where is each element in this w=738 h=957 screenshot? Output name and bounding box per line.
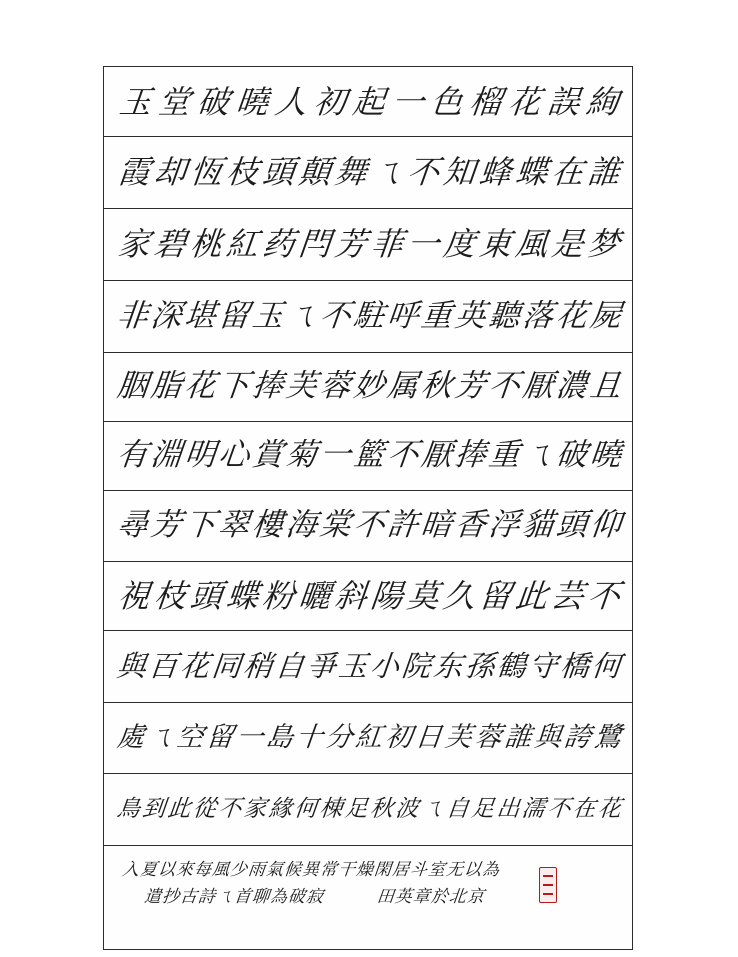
calligraphy-char: 孫 (463, 648, 497, 683)
calligraphy-char: 樓 (250, 507, 286, 543)
calligraphy-char: 芙 (443, 722, 474, 753)
calligraphy-char: 芙 (284, 368, 319, 404)
calligraphy-line (112, 67, 625, 136)
calligraphy-char: 且 (588, 368, 623, 404)
calligraphy-char: 知 (441, 153, 478, 191)
calligraphy-char: 妙 (351, 368, 387, 404)
calligraphy-char: 花 (178, 648, 212, 683)
calligraphy-char: 百 (146, 648, 180, 683)
calligraphy-char: 霞 (115, 153, 152, 191)
colophon-line-1: 入夏以來每風少雨氣候異常干燥閑居斗室无以為 (121, 860, 502, 880)
calligraphy-char: 賞 (250, 437, 286, 473)
calligraphy-char: 花 (182, 368, 218, 404)
calligraphy-char: 仰 (588, 507, 623, 543)
calligraphy-char: 芳 (332, 225, 369, 263)
calligraphy-char: 籃 (351, 437, 387, 473)
calligraphy-char: 與 (115, 648, 148, 683)
calligraphy-char: 秋 (419, 368, 454, 404)
calligraphy-char: 東 (477, 225, 514, 263)
calligraphy-char: 起 (350, 82, 387, 121)
calligraphy-char: 視 (115, 576, 152, 615)
calligraphy-char: 分 (324, 722, 355, 753)
calligraphy-char: 斜 (332, 576, 369, 615)
calligraphy-char: 英 (452, 297, 488, 334)
calligraphy-char: 此 (513, 576, 550, 615)
calligraphy-line (112, 773, 626, 845)
calligraphy-char: 玉 (336, 648, 370, 683)
calligraphy-char: 玉 (250, 297, 286, 334)
calligraphy-line (112, 490, 625, 561)
calligraphy-char: 在 (549, 153, 586, 191)
calligraphy-char: 海 (284, 507, 319, 543)
calligraphy-char: 誤 (545, 82, 582, 121)
calligraphy-char: 蝶 (513, 153, 550, 191)
calligraphy-char: 曉 (234, 82, 271, 121)
calligraphy-char: 聽 (486, 297, 522, 334)
calligraphy-char: 顛 (296, 153, 333, 191)
calligraphy-char: 鳥 (115, 795, 142, 822)
calligraphy-char: 属 (385, 368, 421, 404)
calligraphy-char: 初 (312, 82, 349, 121)
calligraphy-char: 何 (590, 648, 623, 683)
calligraphy-char: 菲 (368, 225, 405, 263)
calligraphy-char: 菊 (284, 437, 319, 473)
calligraphy-char: 與 (532, 722, 564, 753)
calligraphy-char: 枝 (152, 576, 189, 615)
calligraphy-char: 舞 (332, 153, 369, 191)
calligraphy-char: ㄟ (419, 795, 446, 822)
calligraphy-line (112, 421, 625, 490)
calligraphy-char: 秋 (368, 795, 395, 822)
calligraphy-char: 濡 (520, 795, 547, 822)
calligraphy-char: 紅 (353, 722, 385, 753)
calligraphy-char: 破 (195, 82, 232, 121)
calligraphy-char: 緣 (267, 795, 294, 822)
calligraphy-char: 落 (520, 297, 556, 334)
calligraphy-line (112, 352, 625, 421)
calligraphy-char: 重 (419, 297, 454, 334)
calligraphy-line (112, 561, 625, 630)
calligraphy-char: 爭 (305, 648, 338, 683)
calligraphy-char: 厭 (520, 368, 556, 404)
calligraphy-sheet (103, 66, 633, 950)
calligraphy-char: 药 (260, 225, 297, 263)
calligraphy-char: 色 (428, 82, 465, 121)
calligraphy-char: 是 (549, 225, 586, 263)
calligraphy-char: 久 (441, 576, 478, 615)
calligraphy-char: 留 (204, 722, 236, 753)
calligraphy-char: 棠 (317, 507, 353, 543)
calligraphy-char: 風 (513, 225, 550, 263)
calligraphy-char: 十 (294, 722, 325, 753)
calligraphy-char: 一 (317, 437, 353, 473)
calligraphy-char: 誇 (562, 722, 593, 753)
calligraphy-char: 不 (585, 576, 622, 615)
calligraphy-char: 梦 (585, 225, 622, 263)
calligraphy-char: 初 (383, 722, 414, 753)
calligraphy-char: 蜂 (477, 153, 514, 191)
calligraphy-char: 同 (210, 648, 243, 683)
calligraphy-char: 一 (234, 722, 265, 753)
calligraphy-char: 花 (554, 297, 590, 334)
calligraphy-line (112, 208, 626, 280)
calligraphy-char: 日 (413, 722, 444, 753)
calligraphy-char: 陽 (368, 576, 405, 615)
calligraphy-char: 守 (526, 648, 560, 683)
calligraphy-line (112, 280, 626, 352)
calligraphy-char: 自 (444, 795, 471, 822)
calligraphy-char: 小 (368, 648, 402, 683)
calligraphy-char: 此 (166, 795, 193, 822)
colophon-line-2: 遣抄古詩ㄟ首聊為破寂 (143, 887, 326, 907)
calligraphy-char: 芳 (148, 507, 184, 543)
calligraphy-char: 却 (152, 153, 189, 191)
calligraphy-char: 稍 (241, 648, 275, 683)
calligraphy-char: 許 (385, 507, 421, 543)
calligraphy-char: 非 (115, 297, 150, 334)
colophon-signature: 田英章於北京 (375, 887, 486, 907)
calligraphy-char: 貓 (520, 507, 556, 543)
calligraphy-char: 一 (405, 225, 442, 263)
calligraphy-char: 曬 (296, 576, 333, 615)
calligraphy-char: 花 (506, 82, 543, 121)
calligraphy-char: 芸 (549, 576, 586, 615)
calligraphy-char: 橋 (558, 648, 592, 683)
calligraphy-char: 脂 (148, 368, 184, 404)
calligraphy-char: 蓉 (317, 368, 353, 404)
calligraphy-char: 波 (394, 795, 420, 822)
calligraphy-char: 重 (486, 437, 522, 473)
calligraphy-char: 明 (182, 437, 218, 473)
calligraphy-line (112, 630, 626, 702)
calligraphy-char: 自 (273, 648, 307, 683)
calligraphy-char: 莫 (405, 576, 442, 615)
calligraphy-char: 閂 (296, 225, 333, 263)
calligraphy-char: 誰 (585, 153, 622, 191)
calligraphy-char: 何 (292, 795, 319, 822)
calligraphy-line (112, 136, 626, 208)
calligraphy-char: 不 (405, 153, 442, 191)
calligraphy-char: 捧 (452, 437, 488, 473)
calligraphy-char: 蝶 (224, 576, 261, 615)
calligraphy-char: 從 (191, 795, 218, 822)
calligraphy-char: 留 (216, 297, 252, 334)
calligraphy-char: 蓉 (473, 722, 504, 753)
calligraphy-char: 芳 (452, 368, 488, 404)
calligraphy-char: 空 (174, 722, 206, 753)
calligraphy-char: 頭 (260, 153, 297, 191)
calligraphy-char: 香 (452, 507, 488, 543)
calligraphy-char: 家 (115, 225, 152, 263)
calligraphy-char: 不 (216, 795, 243, 822)
calligraphy-char: 絢 (584, 82, 621, 121)
calligraphy-char: 出 (495, 795, 522, 822)
calligraphy-char: 在 (571, 795, 598, 822)
calligraphy-char: 粉 (260, 576, 297, 615)
calligraphy-char: 到 (140, 795, 167, 822)
calligraphy-char: 不 (486, 368, 522, 404)
calligraphy-char: 玉 (117, 82, 154, 121)
calligraphy-char: 桃 (188, 225, 225, 263)
calligraphy-char: 心 (216, 437, 252, 473)
calligraphy-char: 駐 (351, 297, 387, 334)
calligraphy-char: 不 (317, 297, 353, 334)
calligraphy-char: 碧 (152, 225, 189, 263)
calligraphy-char: 留 (477, 576, 514, 615)
calligraphy-char: 捧 (250, 368, 286, 404)
calligraphy-char: 堂 (156, 82, 193, 121)
calligraphy-char: ㄟ (145, 722, 176, 753)
calligraphy-char: 枝 (224, 153, 261, 191)
calligraphy-char: 不 (351, 507, 387, 543)
calligraphy-char: 不 (385, 437, 421, 473)
calligraphy-char: 曉 (588, 437, 623, 473)
calligraphy-char: 一 (389, 82, 426, 121)
calligraphy-char: 花 (596, 795, 623, 822)
calligraphy-char: 度 (441, 225, 478, 263)
calligraphy-char: 棟 (318, 795, 344, 822)
calligraphy-char: 屍 (588, 297, 623, 334)
calligraphy-char: 家 (242, 795, 268, 822)
calligraphy-char: 淵 (148, 437, 184, 473)
calligraphy-char: 浮 (486, 507, 522, 543)
calligraphy-char: ㄟ (368, 153, 405, 191)
calligraphy-char: 頭 (188, 576, 225, 615)
calligraphy-char: 呼 (385, 297, 421, 334)
calligraphy-char: 足 (343, 795, 370, 822)
calligraphy-char: 深 (148, 297, 184, 334)
calligraphy-char: 誰 (502, 722, 534, 753)
calligraphy-char: 濃 (554, 368, 590, 404)
calligraphy-char: 有 (115, 437, 150, 473)
calligraphy-char: 破 (554, 437, 590, 473)
seal-stamp (539, 867, 557, 903)
calligraphy-char: 處 (115, 722, 146, 753)
rule-line (104, 845, 632, 846)
calligraphy-char: 足 (470, 795, 496, 822)
calligraphy-char: 厭 (419, 437, 454, 473)
calligraphy-char: 紅 (224, 225, 261, 263)
calligraphy-char: 榴 (467, 82, 504, 121)
calligraphy-char: ㄟ (520, 437, 556, 473)
calligraphy-char: 院 (400, 648, 433, 683)
calligraphy-char: 人 (273, 82, 310, 121)
calligraphy-char: 不 (545, 795, 572, 822)
calligraphy-char: 尋 (115, 507, 150, 543)
calligraphy-char: 鶴 (495, 648, 528, 683)
calligraphy-char: 下 (216, 368, 252, 404)
calligraphy-char: 恆 (188, 153, 225, 191)
calligraphy-char: 东 (431, 648, 465, 683)
calligraphy-char: 堪 (182, 297, 218, 334)
calligraphy-char: ㄟ (284, 297, 319, 334)
calligraphy-char: 胭 (115, 368, 150, 404)
calligraphy-char: 頭 (554, 507, 590, 543)
calligraphy-char: 鷺 (592, 722, 623, 753)
calligraphy-char: 暗 (419, 507, 454, 543)
calligraphy-char: 島 (264, 722, 295, 753)
calligraphy-char: 翠 (216, 507, 252, 543)
calligraphy-char: 下 (182, 507, 218, 543)
calligraphy-line (112, 702, 625, 773)
